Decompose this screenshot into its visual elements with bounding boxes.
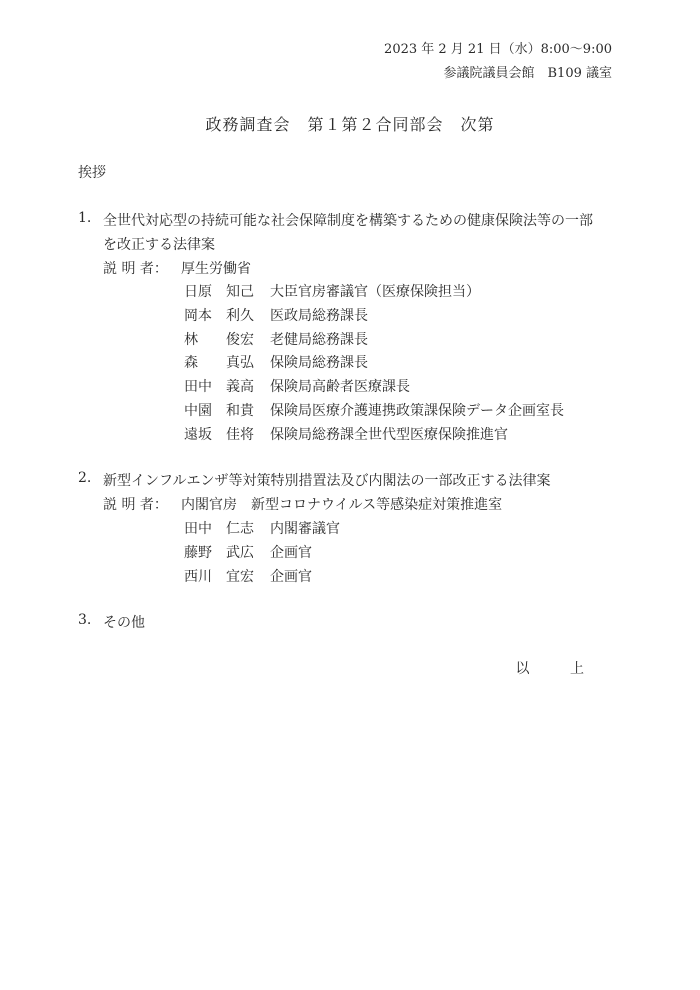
item-2-title-line1: 新型インフルエンザ等対策特別措置法及び内閣法の一部改正する法律案 xyxy=(103,473,551,489)
item-1-person-title: 老健局総務課長 xyxy=(270,332,368,348)
item-1-person-name: 中園 和貴 xyxy=(184,403,254,419)
item-1-person-name: 田中 義高 xyxy=(184,379,254,395)
item-1-person-name: 林 俊宏 xyxy=(184,332,254,348)
item-2-person-name: 西川 宜宏 xyxy=(184,569,254,585)
item-1-title-line1: 全世代対応型の持続可能な社会保障制度を構築するための健康保険法等の一部 xyxy=(103,213,593,229)
item-3-number: 3. xyxy=(78,612,92,628)
item-2-person-title: 企画官 xyxy=(270,545,312,561)
item-1-person-title: 保険局高齢者医療課長 xyxy=(270,379,410,395)
item-1-person-name: 岡本 利久 xyxy=(184,308,254,324)
meeting-date: 2023 年 2 月 21 日（水）8:00〜9:00 xyxy=(384,42,612,57)
item-1-person-title: 保険局総務課長 xyxy=(270,355,368,371)
item-1-presenter-org: 厚生労働省 xyxy=(181,261,251,277)
item-1-title-line2: を改正する法律案 xyxy=(103,237,215,253)
item-2-person-name: 田中 仁志 xyxy=(184,521,254,537)
item-2-person-title: 内閣審議官 xyxy=(270,521,340,537)
item-1-person-name: 森 真弘 xyxy=(184,355,254,371)
item-2-number: 2. xyxy=(78,470,92,486)
item-2-presenter-org: 内閣官房 新型コロナウイルス等感染症対策推進室 xyxy=(181,497,503,513)
item-1-person-title: 保険局総務課全世代型医療保険推進官 xyxy=(270,427,508,443)
item-1-person-name: 日原 知己 xyxy=(184,284,254,300)
greeting: 挨拶 xyxy=(78,165,106,181)
closing-mark: 以 上 xyxy=(515,661,602,677)
item-3-title: その他 xyxy=(103,615,145,631)
item-2-presenter-label: 説 明 者： xyxy=(103,497,168,513)
meeting-venue: 参議院議員会館 B109 議室 xyxy=(443,66,612,81)
item-1-person-title: 大臣官房審議官（医療保険担当） xyxy=(270,284,480,300)
page-title: 政務調査会 第１第２合同部会 次第 xyxy=(205,115,495,134)
item-1-number: 1. xyxy=(78,210,92,226)
item-1-person-title: 保険局医療介護連携政策課保険データ企画室長 xyxy=(270,403,564,419)
item-1-person-name: 遠坂 佳将 xyxy=(184,427,254,443)
item-2-person-name: 藤野 武広 xyxy=(184,545,254,561)
item-2-person-title: 企画官 xyxy=(270,569,312,585)
item-1-person-title: 医政局総務課長 xyxy=(270,308,368,324)
item-1-presenter-label: 説 明 者： xyxy=(103,261,168,277)
